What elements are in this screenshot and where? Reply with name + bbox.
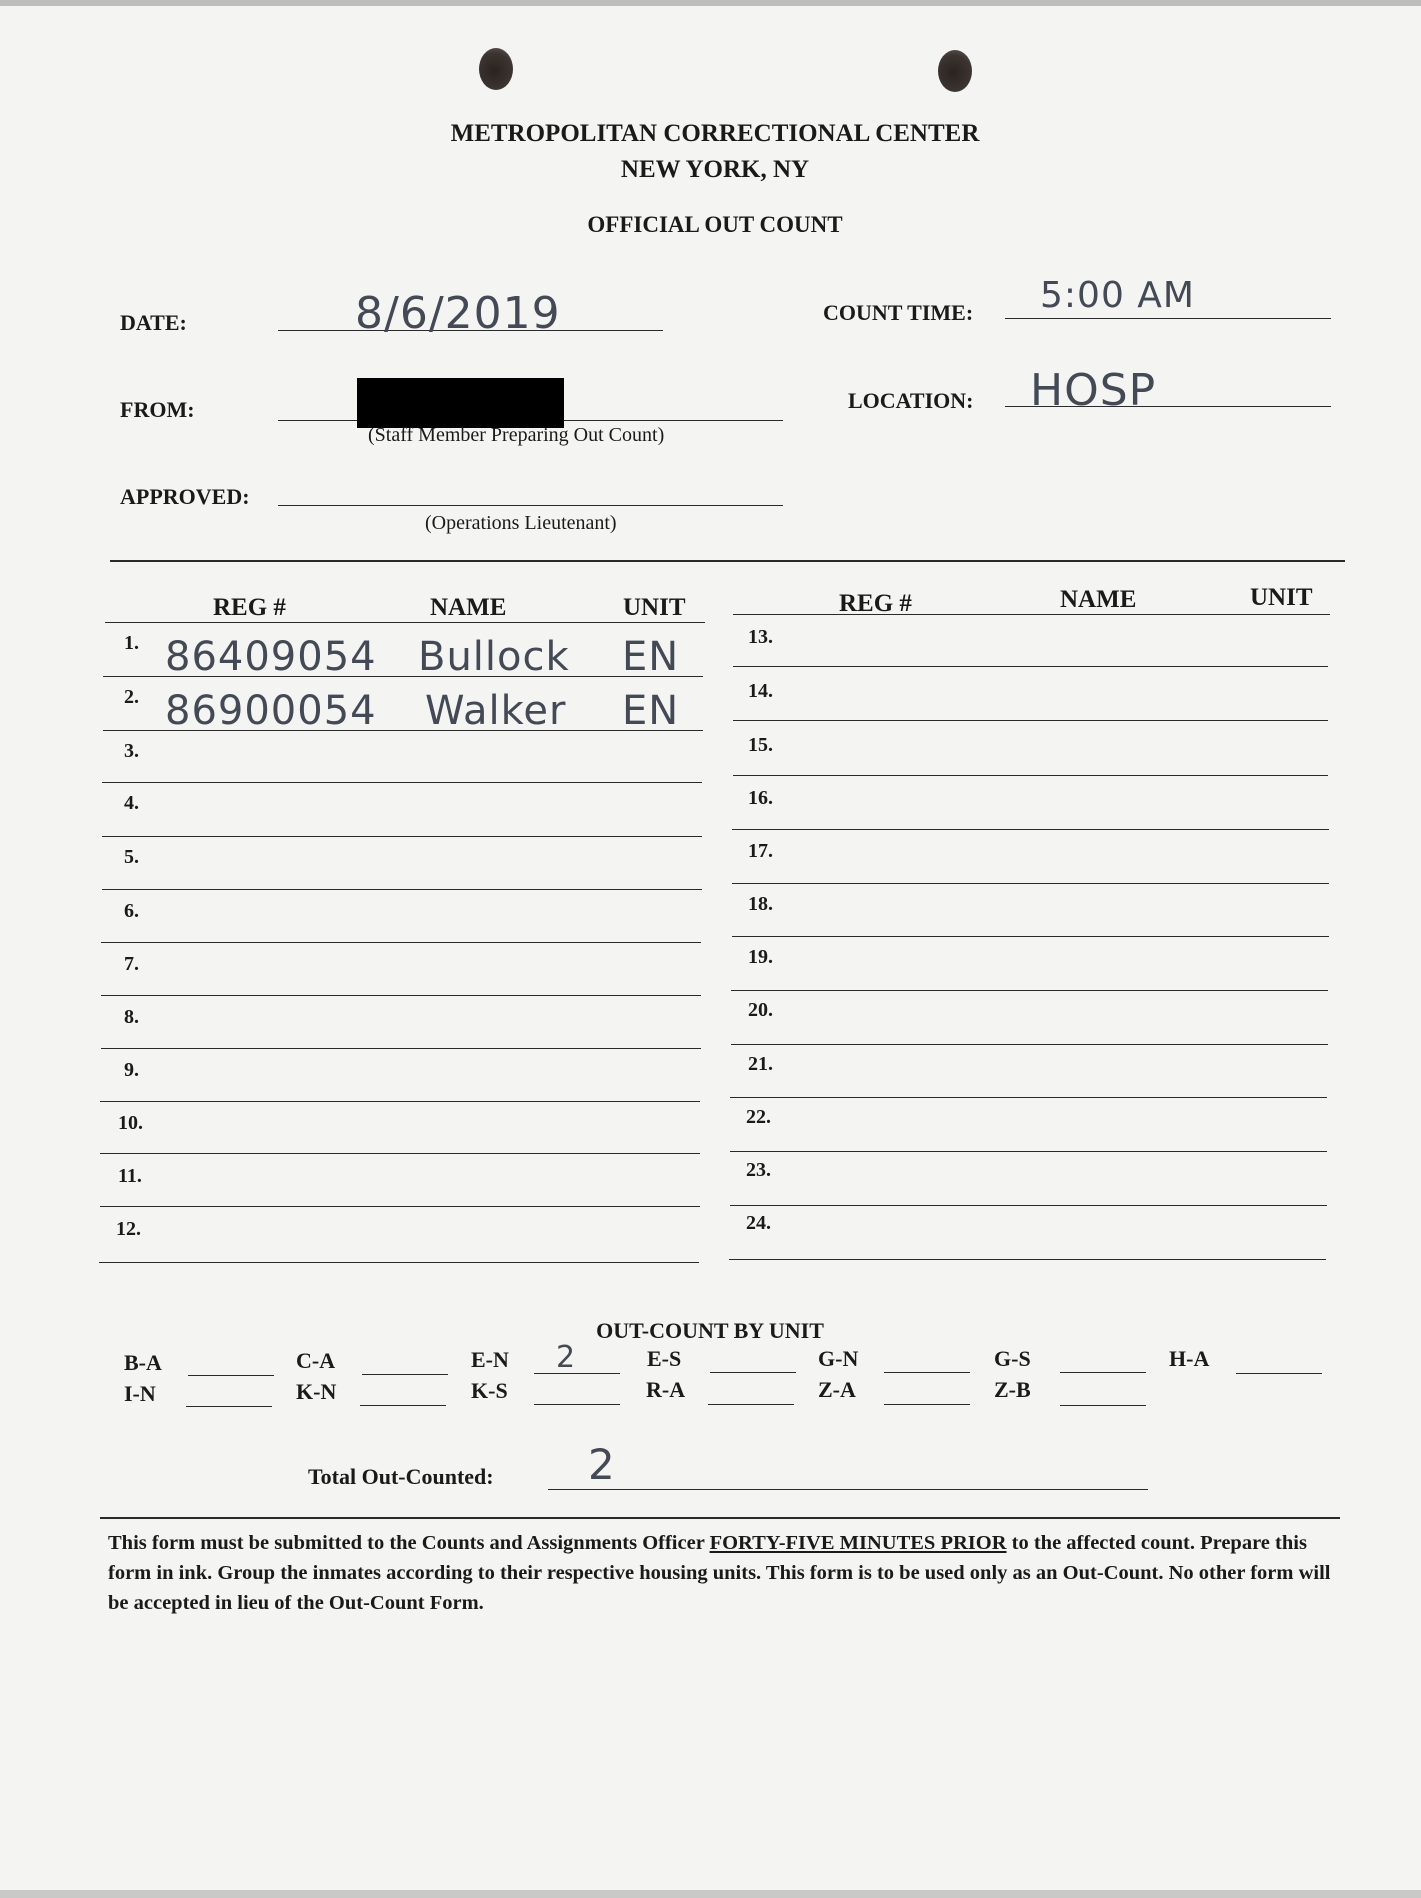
row-number: 5. xyxy=(124,846,139,868)
unit-label: Z-B xyxy=(994,1377,1031,1402)
row-2-reg[interactable]: 86900054 xyxy=(165,688,377,734)
left-header-name: NAME xyxy=(430,594,507,621)
notice-text-2: to the affected count. Prepare this form in ink. Group the inmates according to their respective housing units. This form is to be used only as an Out-Count. No other form will be accepted in lieu of the Out-Count Form. xyxy=(108,1532,1331,1614)
location-label: LOCATION: xyxy=(848,388,974,413)
row-number: 6. xyxy=(124,900,139,922)
notice-emphasis: FORTY-FIVE MINUTES PRIOR xyxy=(709,1532,1007,1554)
row-number: 23. xyxy=(746,1159,771,1181)
submission-notice xyxy=(108,1528,1348,1618)
row-line xyxy=(731,1044,1328,1045)
total-value[interactable]: 2 xyxy=(588,1440,616,1489)
from-caption: (Staff Member Preparing Out Count) xyxy=(368,424,665,446)
row-number: 20. xyxy=(748,999,773,1021)
row-line xyxy=(729,1259,1326,1260)
row-line xyxy=(101,942,701,943)
left-header-unit: UNIT xyxy=(623,594,686,621)
unit-blank[interactable] xyxy=(188,1375,274,1376)
approved-caption: (Operations Lieutenant) xyxy=(425,512,617,534)
unit-blank[interactable] xyxy=(534,1373,620,1374)
total-line xyxy=(548,1489,1148,1490)
unit-label: K-N xyxy=(296,1379,337,1404)
total-label: Total Out-Counted: xyxy=(308,1464,494,1489)
left-header-line xyxy=(105,622,705,623)
date-label: DATE: xyxy=(120,310,187,335)
institution-name: METROPOLITAN CORRECTIONAL CENTER xyxy=(450,120,980,147)
row-line xyxy=(732,883,1329,884)
row-number: 22. xyxy=(746,1106,771,1128)
row-number: 13. xyxy=(748,626,773,648)
row-number: 16. xyxy=(748,787,773,809)
row-line xyxy=(101,1048,701,1049)
row-number: 9. xyxy=(124,1059,139,1081)
row-number: 1. xyxy=(124,632,139,654)
row-number: 12. xyxy=(116,1218,141,1240)
unit-blank[interactable] xyxy=(884,1404,970,1405)
row-line xyxy=(733,666,1328,667)
redaction-box xyxy=(357,378,564,428)
right-header-unit: UNIT xyxy=(1250,584,1313,611)
row-number: 4. xyxy=(124,792,139,814)
row-line xyxy=(732,936,1329,937)
punch-hole-right xyxy=(938,50,972,92)
unit-blank[interactable] xyxy=(1060,1405,1146,1406)
row-line xyxy=(730,1151,1327,1152)
notice-divider xyxy=(100,1517,1340,1519)
count-time-value[interactable]: 5:00 AM xyxy=(1040,275,1195,316)
row-line xyxy=(99,1262,699,1263)
unit-blank[interactable] xyxy=(710,1372,796,1373)
row-line xyxy=(102,782,702,783)
row-line xyxy=(730,1205,1327,1206)
row-line xyxy=(100,1153,700,1154)
row-line xyxy=(101,995,701,996)
unit-blank[interactable] xyxy=(884,1372,970,1373)
row-number: 18. xyxy=(748,893,773,915)
row-number: 8. xyxy=(124,1006,139,1028)
row-number: 3. xyxy=(124,740,139,762)
row-line xyxy=(733,775,1328,776)
unit-blank[interactable] xyxy=(708,1404,794,1405)
row-line xyxy=(100,1101,700,1102)
left-header-reg: REG # xyxy=(213,594,286,621)
row-1-reg[interactable]: 86409054 xyxy=(165,634,377,680)
row-line xyxy=(731,990,1328,991)
count-time-label: COUNT TIME: xyxy=(823,300,974,325)
row-number: 15. xyxy=(748,734,773,756)
approved-label: APPROVED: xyxy=(120,484,250,509)
row-line xyxy=(103,676,703,677)
unit-label: B-A xyxy=(124,1350,162,1375)
unit-blank[interactable] xyxy=(362,1374,448,1375)
unit-label: I-N xyxy=(124,1381,156,1406)
section-divider xyxy=(110,560,1345,562)
row-line xyxy=(732,829,1329,830)
row-number: 10. xyxy=(118,1112,143,1134)
unit-blank[interactable] xyxy=(360,1405,446,1406)
row-line xyxy=(102,889,702,890)
row-number: 11. xyxy=(118,1165,142,1187)
unit-label: G-S xyxy=(994,1346,1031,1371)
unit-label: K-S xyxy=(471,1378,508,1403)
unit-label: G-N xyxy=(818,1346,859,1371)
row-number: 19. xyxy=(748,946,773,968)
row-number: 17. xyxy=(748,840,773,862)
row-line xyxy=(102,836,702,837)
row-line xyxy=(103,730,703,731)
unit-blank[interactable] xyxy=(1236,1373,1322,1374)
punch-hole-left xyxy=(479,48,513,90)
unit-label: H-A xyxy=(1169,1346,1210,1371)
unit-blank[interactable] xyxy=(1060,1372,1146,1373)
right-header-line xyxy=(733,614,1330,615)
unit-blank[interactable] xyxy=(186,1406,272,1407)
unit-label: C-A xyxy=(296,1348,336,1373)
row-1-unit[interactable]: EN xyxy=(622,634,680,680)
row-line xyxy=(733,720,1328,721)
approved-line xyxy=(278,505,783,506)
row-2-name[interactable]: Walker xyxy=(425,688,567,734)
row-number: 14. xyxy=(748,680,773,702)
row-number: 21. xyxy=(748,1053,773,1075)
count-time-line xyxy=(1005,318,1331,319)
unit-en-value[interactable]: 2 xyxy=(556,1340,577,1375)
from-label: FROM: xyxy=(120,397,195,422)
row-number: 7. xyxy=(124,953,139,975)
unit-label: R-A xyxy=(646,1377,686,1402)
unit-label: Z-A xyxy=(818,1377,856,1402)
unit-label: E-N xyxy=(471,1347,509,1372)
right-header-name: NAME xyxy=(1060,586,1137,613)
row-1-name[interactable]: Bullock xyxy=(418,634,570,680)
page-bottom-edge xyxy=(0,1890,1421,1898)
form-title: OFFICIAL OUT COUNT xyxy=(587,212,843,237)
row-2-unit[interactable]: EN xyxy=(622,688,680,734)
unit-blank[interactable] xyxy=(534,1404,620,1405)
unit-label: E-S xyxy=(647,1346,682,1371)
page-top-edge xyxy=(0,0,1421,6)
row-line xyxy=(730,1097,1327,1098)
institution-city: NEW YORK, NY xyxy=(620,156,810,183)
row-line xyxy=(100,1206,700,1207)
row-number: 24. xyxy=(746,1212,771,1234)
date-value[interactable]: 8/6/2019 xyxy=(355,288,561,339)
location-value[interactable]: HOSP xyxy=(1030,365,1157,416)
outcount-title: OUT-COUNT BY UNIT xyxy=(596,1318,824,1343)
right-header-reg: REG # xyxy=(839,590,912,617)
notice-text-1: This form must be submitted to the Counts and Assignments Officer xyxy=(108,1532,710,1554)
row-number: 2. xyxy=(124,686,139,708)
